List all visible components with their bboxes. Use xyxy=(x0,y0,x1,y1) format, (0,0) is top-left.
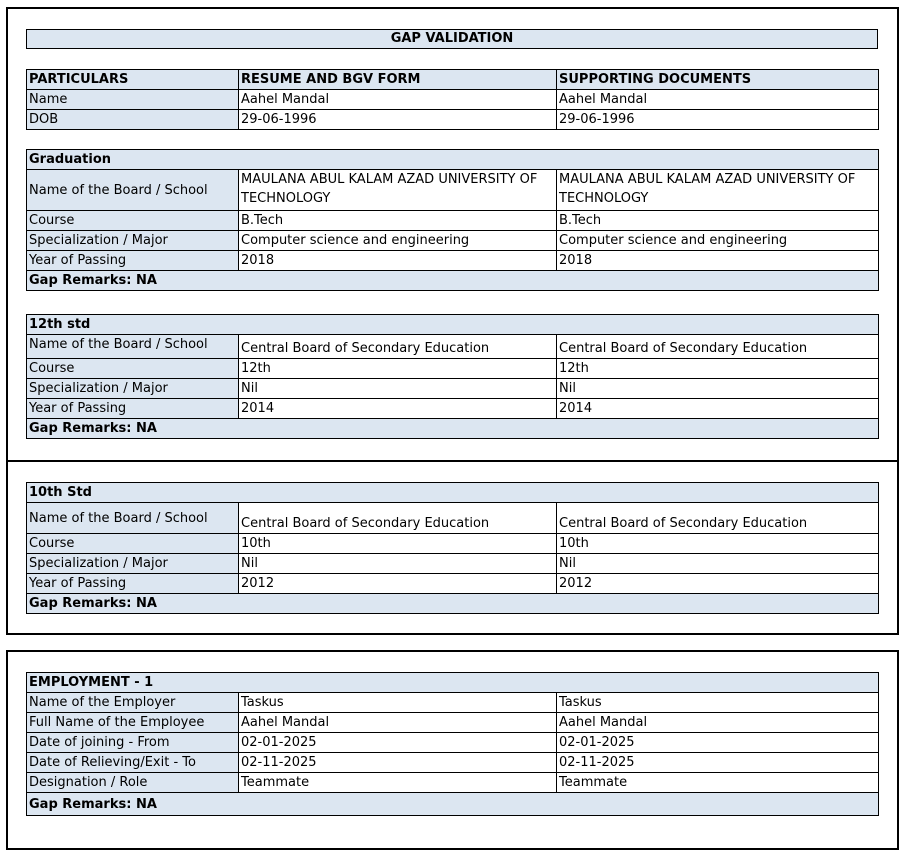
supporting-value: 2018 xyxy=(557,251,879,271)
supporting-value: 12th xyxy=(557,359,879,379)
row-label: Designation / Role xyxy=(27,773,239,793)
employment-table xyxy=(26,672,879,816)
supporting-value: 2012 xyxy=(557,574,879,594)
table-row xyxy=(27,251,879,271)
row-label: Name of the Employer xyxy=(27,693,239,713)
table-row xyxy=(27,574,879,594)
tenth-gap-remarks: Gap Remarks: NA xyxy=(27,594,879,614)
row-label: Name of the Board / School xyxy=(27,170,239,211)
resume-value: Nil xyxy=(239,379,557,399)
resume-value: Aahel Mandal xyxy=(239,90,557,110)
graduation-heading: Graduation xyxy=(27,150,879,170)
tenth-table xyxy=(26,482,879,614)
row-label: Course xyxy=(27,211,239,231)
supporting-value: Nil xyxy=(557,554,879,574)
table-row xyxy=(27,503,879,534)
employment-gap-remarks: Gap Remarks: NA xyxy=(27,793,879,816)
row-label: Date of joining - From xyxy=(27,733,239,753)
row-label: Year of Passing xyxy=(27,251,239,271)
table-row xyxy=(27,713,879,733)
supporting-value: 02-11-2025 xyxy=(557,753,879,773)
resume-value: Central Board of Secondary Education xyxy=(239,503,557,534)
supporting-value: Computer science and engineering xyxy=(557,231,879,251)
row-label: Date of Relieving/Exit - To xyxy=(27,753,239,773)
particulars-header-row xyxy=(27,70,879,90)
supporting-value: 29-06-1996 xyxy=(557,110,879,130)
particulars-section xyxy=(26,69,878,130)
resume-value: Teammate xyxy=(239,773,557,793)
table-row xyxy=(27,773,879,793)
supporting-value: 10th xyxy=(557,534,879,554)
header-particulars: PARTICULARS xyxy=(27,70,239,90)
row-label: Course xyxy=(27,359,239,379)
row-label: Year of Passing xyxy=(27,574,239,594)
resume-value: 02-11-2025 xyxy=(239,753,557,773)
resume-value: 2018 xyxy=(239,251,557,271)
resume-value: 2014 xyxy=(239,399,557,419)
supporting-value: Taskus xyxy=(557,693,879,713)
table-row xyxy=(27,753,879,773)
supporting-value: 02-01-2025 xyxy=(557,733,879,753)
resume-value: 10th xyxy=(239,534,557,554)
row-label: Specialization / Major xyxy=(27,231,239,251)
supporting-value: Aahel Mandal xyxy=(557,90,879,110)
row-label: Specialization / Major xyxy=(27,379,239,399)
employment-section xyxy=(26,672,878,816)
row-label: Course xyxy=(27,534,239,554)
supporting-value: 2014 xyxy=(557,399,879,419)
row-label: Full Name of the Employee xyxy=(27,713,239,733)
supporting-value: Nil xyxy=(557,379,879,399)
supporting-value: Aahel Mandal xyxy=(557,713,879,733)
resume-value: MAULANA ABUL KALAM AZAD UNIVERSITY OF TECHNOLOGY xyxy=(239,170,557,211)
twelfth-gap-remarks: Gap Remarks: NA xyxy=(27,419,879,439)
resume-value: 2012 xyxy=(239,574,557,594)
employment-heading: EMPLOYMENT - 1 xyxy=(27,673,879,693)
supporting-value: B.Tech xyxy=(557,211,879,231)
resume-value: Aahel Mandal xyxy=(239,713,557,733)
resume-value: 29-06-1996 xyxy=(239,110,557,130)
resume-value: Computer science and engineering xyxy=(239,231,557,251)
resume-value: 02-01-2025 xyxy=(239,733,557,753)
table-row xyxy=(27,733,879,753)
page-title: GAP VALIDATION xyxy=(26,29,878,49)
graduation-table xyxy=(26,149,879,291)
row-label: Name xyxy=(27,90,239,110)
twelfth-heading: 12th std xyxy=(27,315,879,335)
tenth-section xyxy=(26,482,878,614)
supporting-value: Teammate xyxy=(557,773,879,793)
resume-value: Taskus xyxy=(239,693,557,713)
resume-value: B.Tech xyxy=(239,211,557,231)
graduation-gap-remarks: Gap Remarks: NA xyxy=(27,271,879,291)
table-row xyxy=(27,170,879,211)
row-label: Name of the Board / School xyxy=(27,503,239,534)
row-label: DOB xyxy=(27,110,239,130)
row-label: Year of Passing xyxy=(27,399,239,419)
resume-value: 12th xyxy=(239,359,557,379)
resume-value: Central Board of Secondary Education xyxy=(239,335,557,359)
header-resume-bgv: RESUME AND BGV FORM xyxy=(239,70,557,90)
table-row xyxy=(27,399,879,419)
supporting-value: Central Board of Secondary Education xyxy=(557,503,879,534)
table-row xyxy=(27,359,879,379)
row-label: Specialization / Major xyxy=(27,554,239,574)
resume-value: Nil xyxy=(239,554,557,574)
table-row xyxy=(27,231,879,251)
twelfth-section xyxy=(26,314,878,439)
table-row xyxy=(27,110,879,130)
table-row xyxy=(27,693,879,713)
graduation-section xyxy=(26,149,878,291)
tenth-heading: 10th Std xyxy=(27,483,879,503)
table-row xyxy=(27,554,879,574)
table-row xyxy=(27,379,879,399)
supporting-value: Central Board of Secondary Education xyxy=(557,335,879,359)
table-row xyxy=(27,335,879,359)
table-row xyxy=(27,211,879,231)
supporting-value: MAULANA ABUL KALAM AZAD UNIVERSITY OF TECHNOLOGY xyxy=(557,170,879,211)
row-label: Name of the Board / School xyxy=(27,335,239,359)
twelfth-table xyxy=(26,314,879,439)
particulars-table xyxy=(26,69,879,130)
table-row xyxy=(27,534,879,554)
table-row xyxy=(27,90,879,110)
header-supporting-docs: SUPPORTING DOCUMENTS xyxy=(557,70,879,90)
